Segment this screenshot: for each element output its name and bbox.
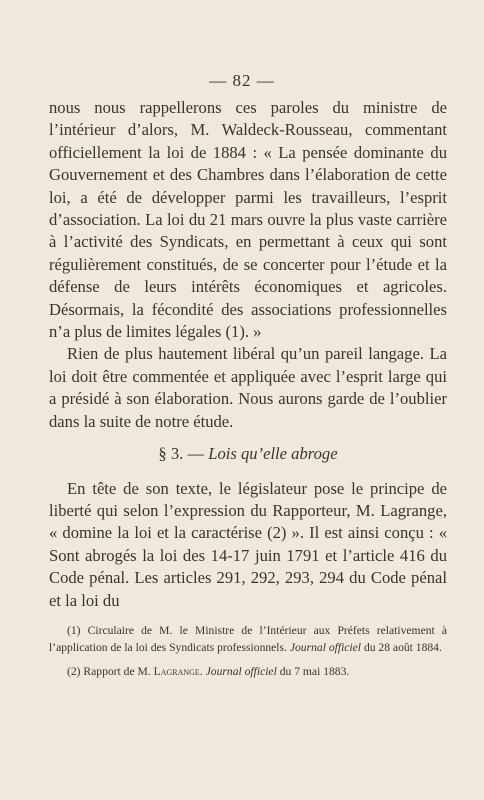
footnote-2 [49, 663, 447, 680]
section-heading-title: Lois qu’elle abroge [208, 444, 338, 464]
footnote-2-dot: . [199, 664, 203, 678]
paragraph-2: Rien de plus hautement libéral qu’un pareil langage. La loi doit être commentée et appliquée avec l’esprit large qui a présidé à son élaboration. Nous aurons garde de l’oublier dans la suite de notre étude. [49, 344, 447, 431]
footnote-2-journal: Journal officiel [205, 664, 277, 678]
section-heading-prefix: § 3. — [158, 444, 205, 464]
footnotes [49, 622, 447, 680]
footnote-2-date: du 7 mai 1883. [279, 664, 350, 678]
page-number: — 82 — [209, 71, 275, 90]
paragraph-1: nous nous rappellerons ces paroles du ministre de l’intérieur d’alors, M. Waldeck-Rousseau, commentant officiellement la loi de 1884 : « La pensée dominante du Gouvernement et des Chambres dans l’élaboration de cette loi, a été de développer parmi les travailleurs, l’esprit d’association. La loi du 21 mars ouvre la plus vaste carrière à l’activité des Syndicats, en permettant à ceux qui sont régulièrement constitués, de se concerter pour l’étude et la défense de leurs intérêts économiques et agricoles. Désormais, la fécondité des associations professionnelles n’a plus de limites légales (1). » [49, 98, 447, 342]
footnote-1 [49, 622, 447, 657]
paragraph-3: En tête de son texte, le législateur pose le principe de liberté qui selon l’expression du Rapporteur, M. Lagrange, « domine la loi et la caractérise (2) ». Il est ainsi conçu : « Sont abrogés la loi des 14-17 juin 1791 et l’article 416 du Code pénal. Les articles 291, 292, 293, 294 du Code pénal et la loi du [49, 478, 447, 610]
footnote-1-journal: Journal officiel [289, 641, 362, 655]
footnote-2-name: Lagrange [153, 664, 200, 678]
main-text [49, 97, 447, 612]
footnote-1-text: (1) Circulaire de M. le Ministre de l’Intérieur aux Préfets relativement à l’application de la loi des Syndicats professionnels. [49, 624, 447, 655]
section-heading [49, 443, 447, 465]
footnote-1-date: du 28 août 1884. [363, 641, 442, 655]
footnote-2-text: (2) Rapport de M. [67, 664, 151, 678]
